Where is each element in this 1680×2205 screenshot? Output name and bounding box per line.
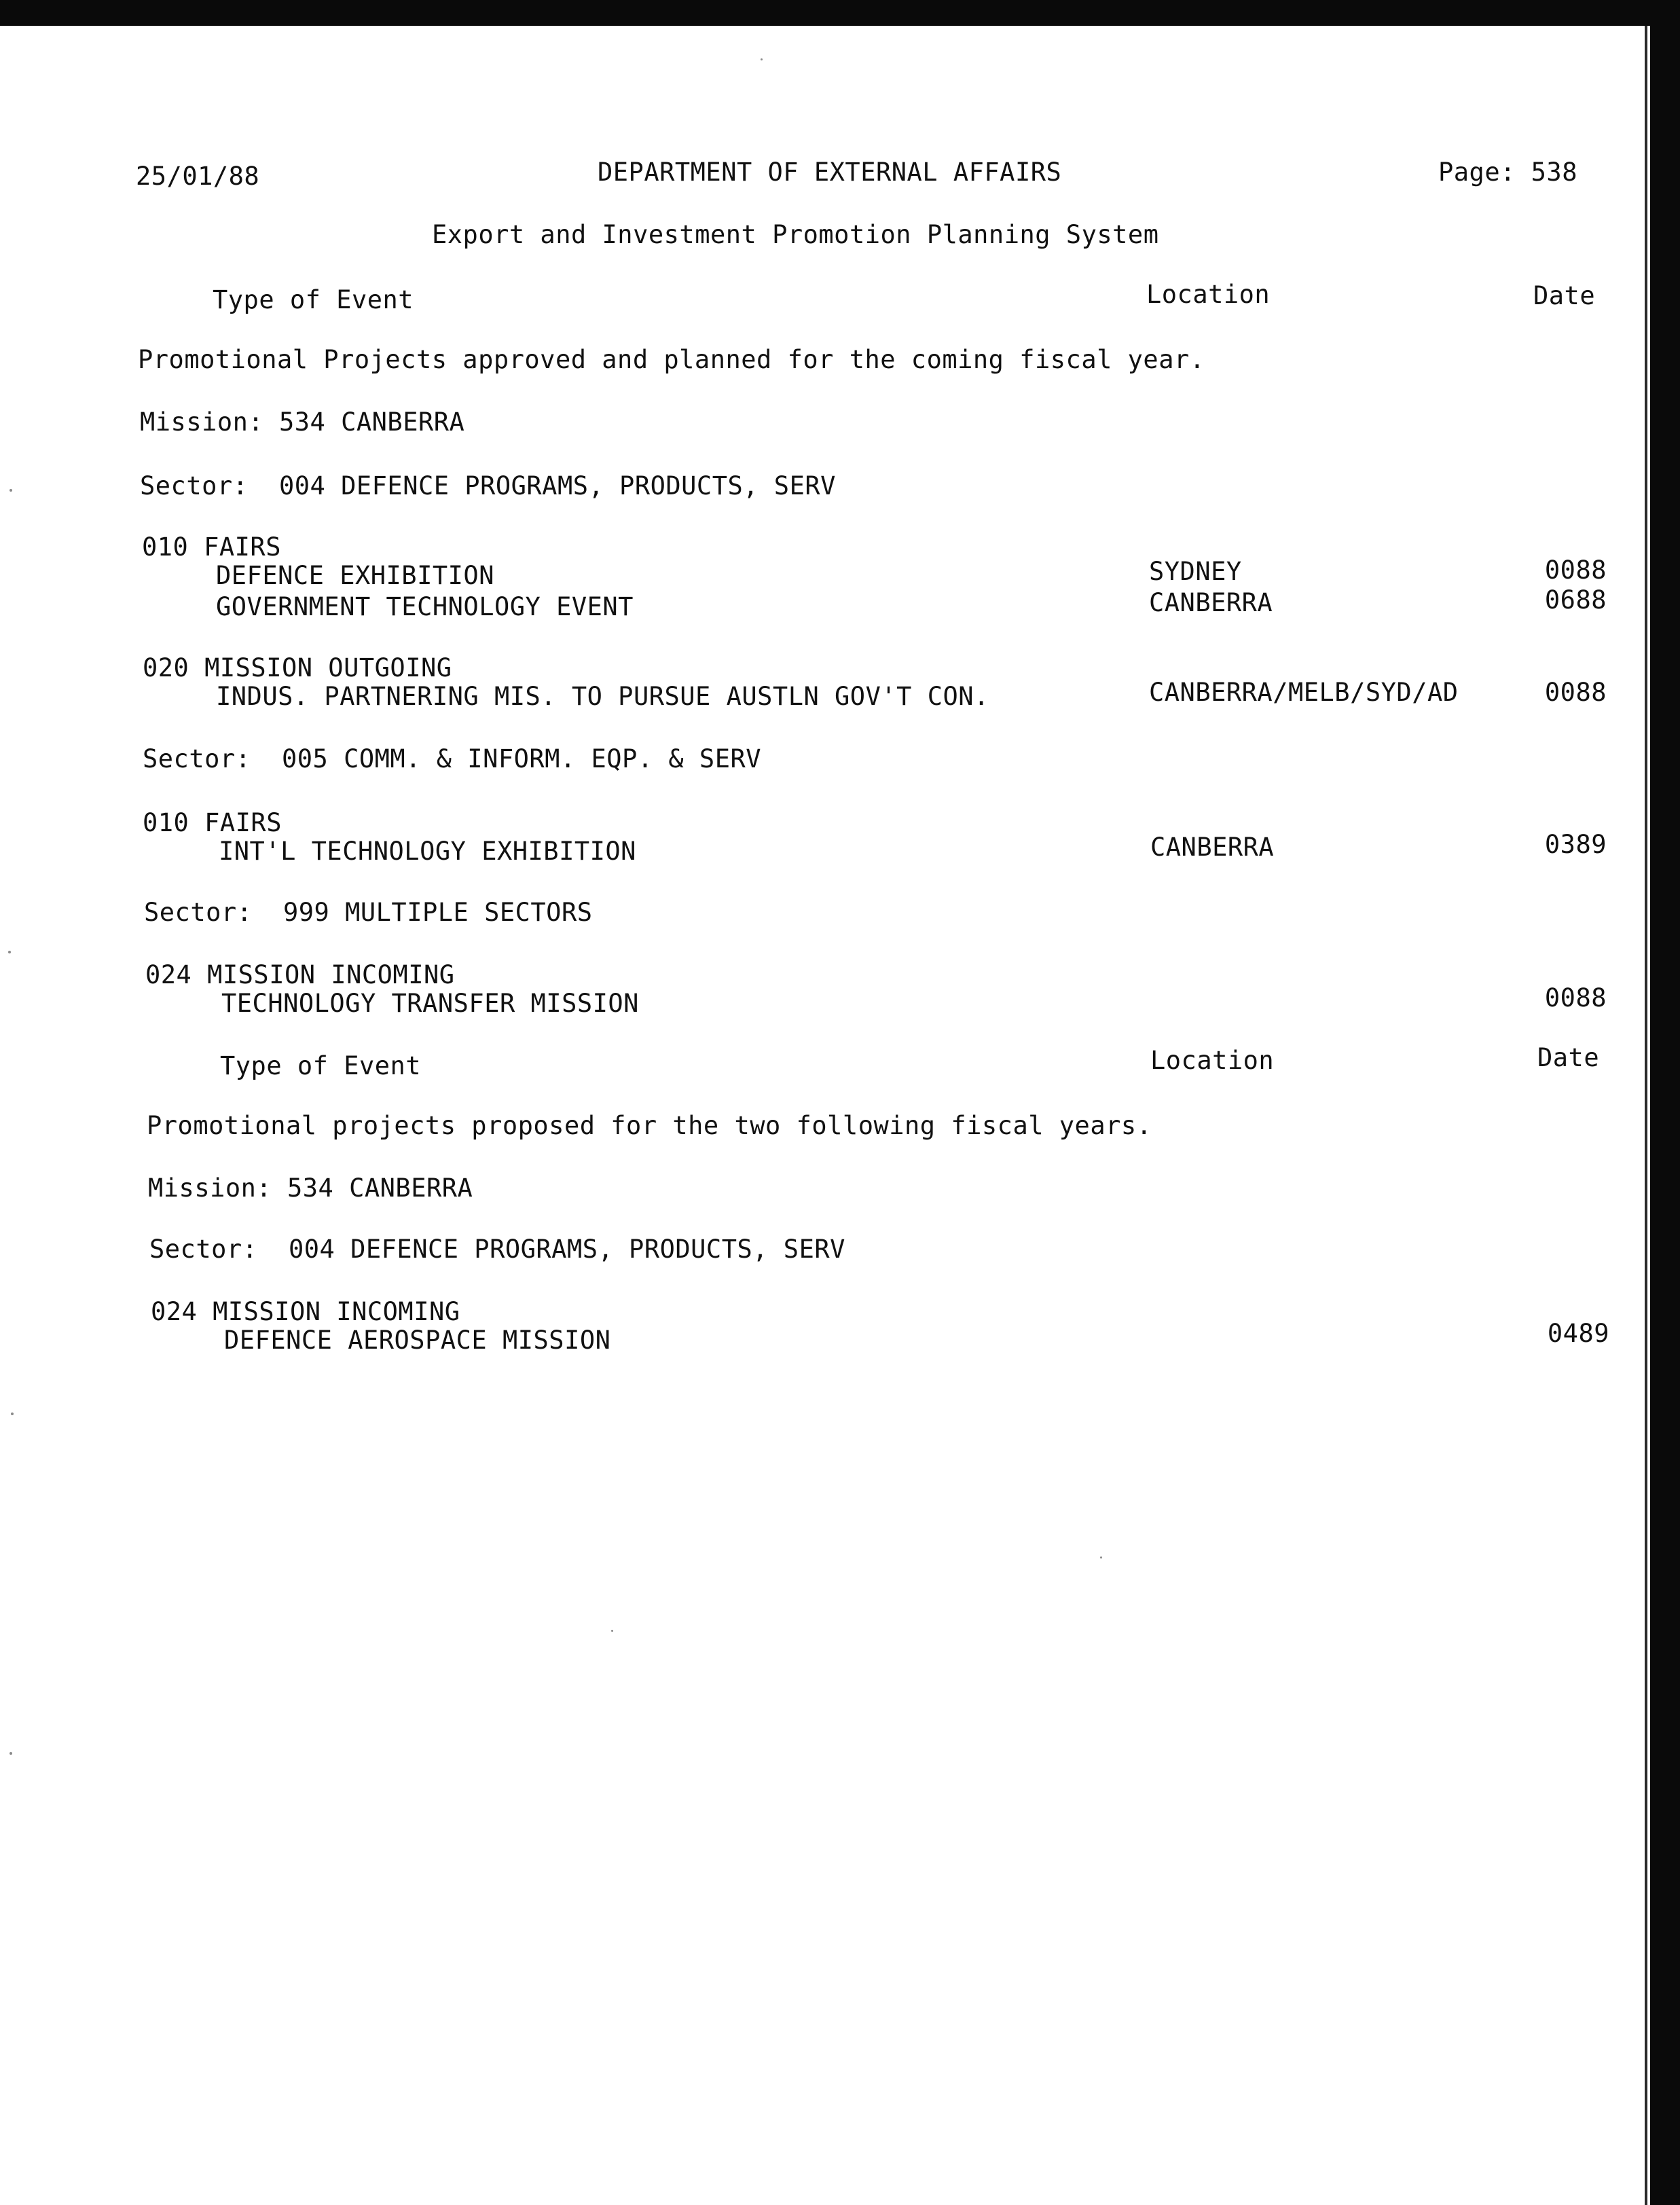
event-date: 0088 bbox=[1544, 678, 1607, 707]
column-header-type: Type of Event bbox=[220, 1051, 422, 1080]
scan-speck bbox=[11, 1413, 14, 1415]
column-header-date: Date bbox=[1537, 1043, 1600, 1072]
event-location: CANBERRA bbox=[1149, 588, 1273, 617]
scan-right-border-edge bbox=[1645, 26, 1647, 2205]
event-date: 0088 bbox=[1544, 555, 1607, 585]
event-name: TECHNOLOGY TRANSFER MISSION bbox=[221, 989, 639, 1018]
mission-label: Mission: 534 CANBERRA bbox=[148, 1173, 473, 1203]
column-header-location: Location bbox=[1146, 280, 1271, 309]
group-title: 010 FAIRS bbox=[142, 532, 281, 562]
event-name: DEFENCE AEROSPACE MISSION bbox=[224, 1326, 611, 1355]
sector-label: Sector: 004 DEFENCE PROGRAMS, PRODUCTS, SERV bbox=[140, 471, 836, 500]
section-heading-approved: Promotional Projects approved and planned for the coming fiscal year. bbox=[138, 345, 1205, 374]
sector-label: Sector: 004 DEFENCE PROGRAMS, PRODUCTS, SERV bbox=[149, 1235, 845, 1264]
scan-speck bbox=[1100, 1556, 1102, 1559]
scan-right-border bbox=[1650, 26, 1680, 2205]
event-name: INDUS. PARTNERING MIS. TO PURSUE AUSTLN GOV'T CON. bbox=[216, 682, 989, 711]
sector-label: Sector: 005 COMM. & INFORM. EQP. & SERV bbox=[143, 744, 762, 773]
group-title: 024 MISSION INCOMING bbox=[145, 960, 455, 989]
department-title: DEPARTMENT OF EXTERNAL AFFAIRS bbox=[598, 158, 1062, 187]
scan-speck bbox=[611, 1630, 613, 1632]
scan-speck bbox=[10, 489, 12, 492]
event-location: CANBERRA/MELB/SYD/AD bbox=[1149, 678, 1459, 707]
event-date: 0088 bbox=[1544, 983, 1607, 1013]
event-date: 0688 bbox=[1544, 585, 1607, 615]
scan-speck bbox=[761, 58, 763, 60]
scan-top-border bbox=[0, 0, 1680, 26]
event-name: INT'L TECHNOLOGY EXHIBITION bbox=[219, 837, 636, 866]
column-header-type: Type of Event bbox=[213, 285, 414, 314]
group-title: 010 FAIRS bbox=[143, 808, 282, 837]
page-number: Page: 538 bbox=[1438, 158, 1577, 187]
section-heading-proposed: Promotional projects proposed for the two following fiscal years. bbox=[147, 1111, 1152, 1140]
mission-label: Mission: 534 CANBERRA bbox=[140, 407, 465, 437]
event-location: CANBERRA bbox=[1150, 833, 1275, 862]
event-date: 0389 bbox=[1544, 830, 1607, 859]
column-header-date: Date bbox=[1533, 281, 1596, 310]
scan-speck bbox=[10, 1752, 12, 1755]
sector-label: Sector: 999 MULTIPLE SECTORS bbox=[144, 898, 593, 927]
event-name: DEFENCE EXHIBITION bbox=[216, 561, 494, 590]
event-date: 0489 bbox=[1547, 1319, 1609, 1348]
group-title: 024 MISSION INCOMING bbox=[151, 1297, 460, 1326]
scan-speck bbox=[8, 951, 11, 953]
system-title: Export and Investment Promotion Planning System bbox=[432, 220, 1159, 249]
column-header-location: Location bbox=[1150, 1046, 1275, 1075]
group-title: 020 MISSION OUTGOING bbox=[143, 653, 452, 682]
report-date: 25/01/88 bbox=[136, 162, 260, 191]
event-location: SYDNEY bbox=[1149, 557, 1242, 586]
event-name: GOVERNMENT TECHNOLOGY EVENT bbox=[216, 592, 634, 621]
